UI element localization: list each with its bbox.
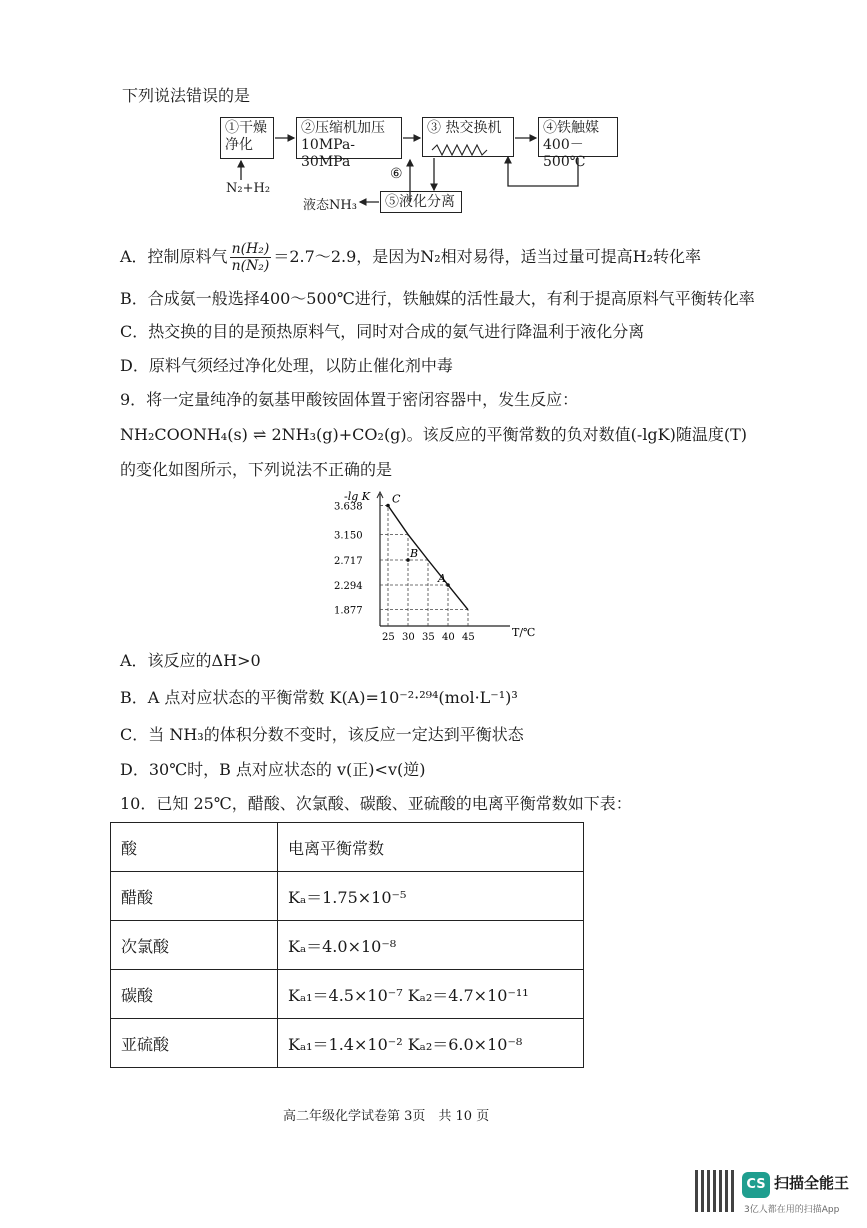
ionization-constant-table	[110, 822, 584, 1068]
flow-arrows	[200, 110, 630, 220]
flow-box-compressor: ②压缩机加压 10MPa-30MPa	[296, 117, 402, 159]
q10-stem: 10．已知 25℃，醋酸、次氯酸、碳酸、亚硫酸的电离平衡常数如下表：	[120, 794, 632, 813]
point-C-marker	[386, 504, 390, 508]
flow-box-liquefy: ⑤液化分离	[380, 191, 462, 213]
point-A-marker	[446, 583, 450, 587]
x-tick-label: 30	[402, 632, 415, 643]
q9-option-a: A．该反应的ΔH>0	[120, 651, 261, 670]
table-cell-acid: 次氯酸	[111, 921, 278, 970]
watermark-tagline: 3亿人都在用的扫描App	[744, 1205, 840, 1215]
point-A-label: A	[438, 571, 446, 585]
y-tick-label: 3.150	[334, 530, 363, 542]
q9-option-c: C．当 NH₃的体积分数不变时，该反应一定达到平衡状态	[120, 725, 524, 744]
flow-output-ammonia: 液态NH₃	[303, 198, 357, 213]
q9-stem-line3: 的变化如图所示，下列说法不正确的是	[120, 460, 393, 479]
x-axis-label: T/℃	[512, 626, 536, 639]
table-cell-constant: Kₐ＝1.75×10⁻⁵	[278, 872, 584, 921]
q8-option-c: C．热交换的目的是预热原料气，同时对合成的氨气进行降温利于液化分离	[120, 322, 645, 341]
page-footer: 高二年级化学试卷第 3页 共 10 页	[283, 1109, 490, 1124]
table-cell-acid: 亚硫酸	[111, 1019, 278, 1068]
y-tick-label: 2.717	[334, 555, 363, 567]
table-row	[111, 921, 584, 970]
y-tick-label: 2.294	[334, 580, 363, 592]
q9-stem-line2: NH₂COONH₄(s) ⇌ 2NH₃(g)+CO₂(g)。该反应的平衡常数的负对数值(-lgK)随温度(T)	[120, 425, 748, 444]
q8-option-a: A．控制原料气 $\frac{\text{n(H₂)}}{\text{n(N₂)}}$ ＝2.7～2.9，是因为N₂相对易得，适当过量可提高H₂转化率	[120, 241, 702, 274]
watermark-brand: 扫描全能王	[774, 1174, 850, 1192]
table-row	[111, 970, 584, 1019]
table-row	[111, 872, 584, 921]
q8-option-d: D．原料气须经过净化处理，以防止催化剂中毒	[120, 356, 453, 375]
q9-option-b: B．A 点对应状态的平衡常数 K(A)=10⁻²·²⁹⁴(mol·L⁻¹)³	[120, 688, 518, 707]
y-axis-label: -lg K	[344, 490, 370, 503]
x-tick-label: 45	[462, 632, 475, 643]
flow-box-dry-purify: ①干燥 净化	[220, 117, 274, 159]
lgk-temperature-chart	[330, 488, 536, 643]
q8-stem: 下列说法错误的是	[122, 86, 251, 105]
y-tick-label: 3.638	[334, 501, 363, 513]
point-B-label: B	[410, 546, 419, 560]
y-tick-label: 1.877	[334, 605, 363, 617]
table-header-cell: 酸	[111, 823, 278, 872]
flow-box-catalyst: ④铁触媒 400－500℃	[538, 117, 618, 157]
table-cell-constant: Kₐ₁＝4.5×10⁻⁷ Kₐ₂＝4.7×10⁻¹¹	[278, 970, 584, 1019]
point-C-label: C	[392, 492, 401, 506]
table-header-cell: 电离平衡常数	[278, 823, 584, 872]
q9-option-d: D．30℃时，B 点对应状态的 v(正)<v(逆)	[120, 760, 426, 779]
x-tick-label: 40	[442, 632, 455, 643]
table-cell-constant: Kₐ＝4.0×10⁻⁸	[278, 921, 584, 970]
table-cell-acid: 碳酸	[111, 970, 278, 1019]
camscanner-logo: CS	[742, 1172, 770, 1198]
x-tick-label: 35	[422, 632, 435, 643]
flow-input-gas: N₂+H₂	[226, 181, 271, 196]
table-row	[111, 1019, 584, 1068]
x-tick-label: 25	[382, 632, 395, 643]
table-header-row	[111, 823, 584, 872]
table-cell-constant: Kₐ₁＝1.4×10⁻² Kₐ₂＝6.0×10⁻⁸	[278, 1019, 584, 1068]
qr-code-icon	[695, 1170, 737, 1212]
table-cell-acid: 醋酸	[111, 872, 278, 921]
flow-box-heat-exchanger: ③ 热交换机	[422, 117, 514, 157]
q9-stem-line1: 9．将一定量纯净的氨基甲酸铵固体置于密闭容器中，发生反应：	[120, 390, 579, 409]
q8-option-b: B．合成氨一般选择400～500℃进行，铁触媒的活性最大，有利于提高原料气平衡转化率	[120, 289, 755, 308]
flow-label-6: ⑥	[390, 166, 403, 182]
